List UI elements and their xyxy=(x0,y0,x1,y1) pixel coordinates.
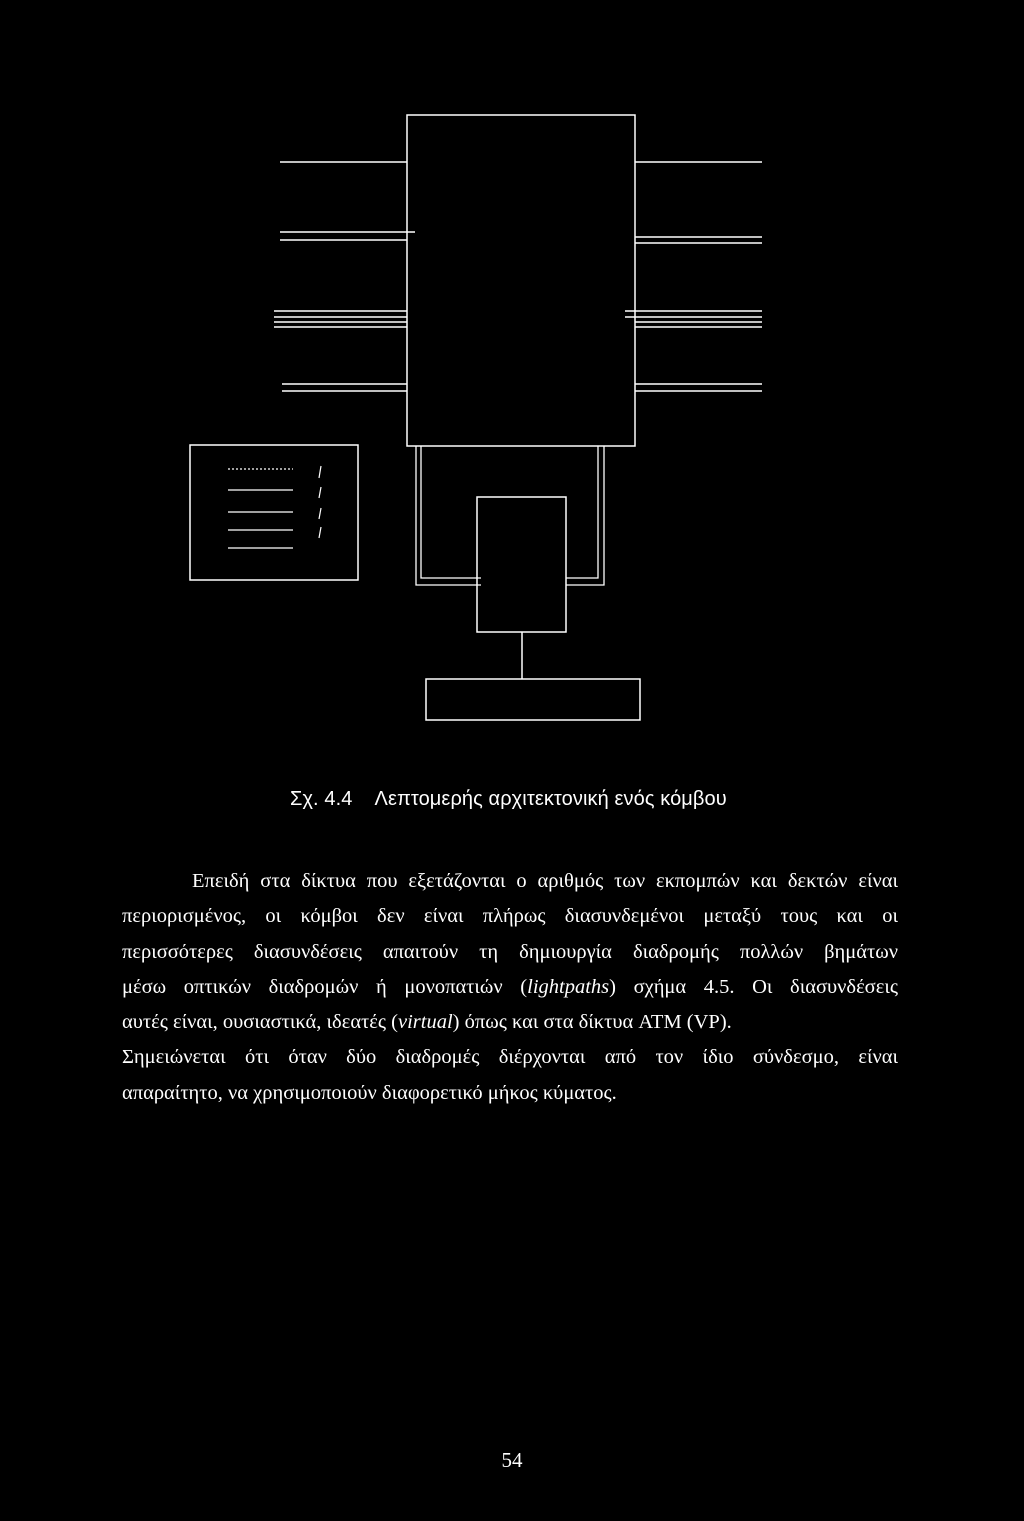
page-number: 54 xyxy=(501,1448,523,1472)
text-segment: απαραίτητο, να χρησιμοποιούν διαφορετικό μήκος κύματος. xyxy=(122,1081,617,1104)
text-segment: Σημειώνεται ότι όταν δύο διαδρομές διέρχονται από τον ίδιο σύνδεσμο, είναι xyxy=(122,1046,898,1069)
node-architecture-diagram xyxy=(0,0,1024,760)
figure-title: Λεπτομερής αρχιτεκτονική ενός κόμβου xyxy=(374,788,727,810)
text-segment: ) όπως και στα δίκτυα ATM (VP). xyxy=(452,1011,732,1034)
paragraph-line xyxy=(122,935,898,970)
control-connectors xyxy=(416,446,604,585)
text-segment: περισσότερες διασυνδέσεις απαιτούν τη δημιουργία διαδρομής πολλών βημάτων xyxy=(122,940,898,963)
figure-caption xyxy=(290,788,727,811)
left-box-internal-lines xyxy=(228,466,321,548)
paragraph-line xyxy=(122,1076,898,1111)
text-segment: ) σχήμα 4.5. Οι διασυνδέσεις xyxy=(609,975,898,998)
text-segment: αυτές είναι, ουσιαστικά, ιδεατές ( xyxy=(122,1011,398,1034)
text-segment: Επειδή στα δίκτυα που εξετάζονται ο αριθμός των εκπομπών και δεκτών είναι xyxy=(192,870,898,892)
right-output-lines xyxy=(625,162,762,391)
paragraph-line xyxy=(122,1040,898,1075)
paragraph-line xyxy=(122,1005,898,1040)
left-input-lines xyxy=(274,162,415,391)
italic-term: lightpaths xyxy=(527,975,610,998)
text-segment: περιορισμένος, οι κόμβοι δεν είναι πλήρως διασυνδεμένοι μεταξύ τους και οι xyxy=(122,905,898,928)
figure-number: Σχ. 4.4 xyxy=(290,788,353,810)
body-paragraph xyxy=(122,864,898,1111)
central-switch-box xyxy=(407,115,635,446)
paragraph-line xyxy=(122,899,898,934)
italic-term: virtual xyxy=(397,1011,453,1034)
text-segment: μέσω οπτικών διαδρομών ή μονοπατιών ( xyxy=(122,975,528,998)
paragraph-line xyxy=(122,970,898,1005)
bottom-unit-box xyxy=(426,679,640,720)
controller-box xyxy=(477,497,566,632)
paragraph-line xyxy=(122,864,898,899)
